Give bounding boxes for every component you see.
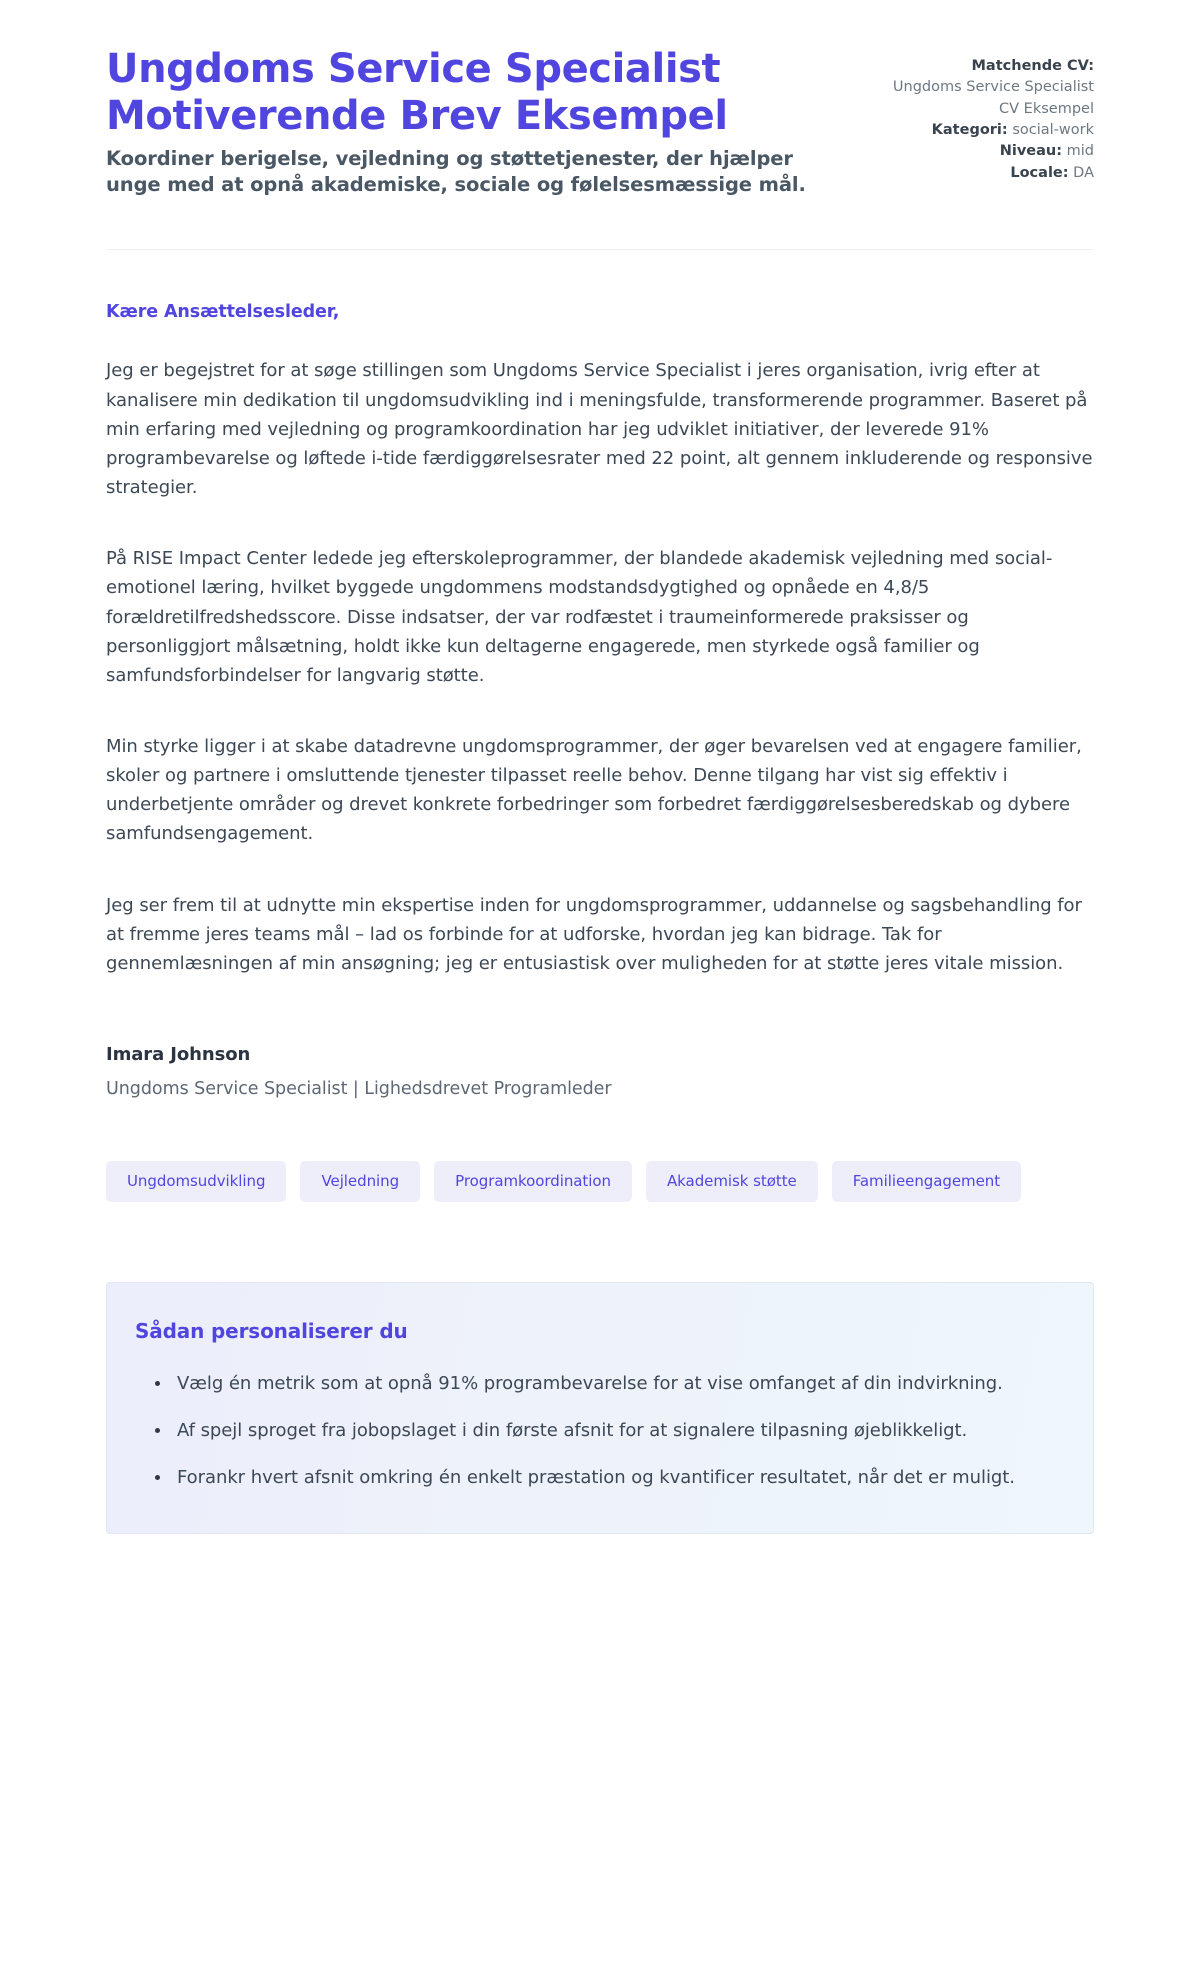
locale-value: DA	[1073, 164, 1094, 181]
tips-panel-title: Sådan personaliserer du	[135, 1319, 408, 1344]
category-value: social-work	[1012, 121, 1094, 138]
tag-chip[interactable]: Ungdomsudvikling	[106, 1161, 286, 1202]
matching-cv-value: Ungdoms Service Specialist CV Eksempel	[892, 79, 1094, 117]
category-label: Kategori:	[931, 121, 1008, 138]
tips-list-item: Af spejl sproget fra jobopslaget i din første afsnit for at signalere tilpasning øjeblikkeligt.	[163, 1416, 1053, 1445]
tips-list-item: Vælg én metrik som at opnå 91% programbevarelse for at vise omfanget af din indvirkning.	[163, 1369, 1053, 1398]
signature-block	[106, 1044, 1094, 1099]
tag-chip[interactable]: Familieengagement	[832, 1161, 1021, 1202]
category-row	[879, 120, 1094, 141]
locale-label: Locale:	[1010, 164, 1069, 181]
page-subtitle: Koordiner berigelse, vejledning og støttetjenester, der hjælper unge med at opnå akademiske, sociale og følelsesmæssige mål.	[106, 146, 806, 196]
locale-row	[879, 163, 1094, 184]
matching-cv-row	[879, 56, 1094, 77]
metadata-block	[879, 46, 1094, 184]
level-row	[879, 141, 1094, 162]
matching-cv-label: Matchende CV:	[971, 58, 1094, 74]
cover-letter-body	[106, 250, 1094, 1099]
tag-chip[interactable]: Akademisk støtte	[646, 1161, 818, 1202]
level-value: mid	[1066, 143, 1094, 160]
level-label: Niveau:	[999, 143, 1063, 160]
tag-chip[interactable]: Vejledning	[300, 1161, 420, 1202]
tips-list	[135, 1369, 1053, 1492]
header-title-block	[106, 46, 839, 197]
personalization-tips-panel	[106, 1282, 1094, 1533]
tag-chip[interactable]: Programkoordination	[434, 1161, 632, 1202]
letter-paragraph-1: Jeg er begejstret for at søge stillingen som Ungdoms Service Specialist i jeres organisation, ivrig efter at kanalisere min dedikation til ungdomsudvikling ind i meningsfulde, transformerende programmer. Baseret på min erfaring med vejledning og programkoordination har jeg udviklet initiativer, der leverede 91% programbevarelse og løftede i-tide færdiggørelsesrater med 22 point, alt gennem inkluderende og responsive strategier.	[106, 360, 1093, 499]
page-title: Ungdoms Service Specialist Motiverende Brev Eksempel	[106, 46, 728, 139]
signature-name: Imara Johnson	[106, 1044, 251, 1066]
signature-role: Ungdoms Service Specialist | Lighedsdrevet Programleder	[106, 1079, 612, 1100]
tag-chip-list	[106, 1161, 1094, 1202]
tips-list-item: Forankr hvert afsnit omkring én enkelt præstation og kvantificer resultatet, når det er muligt.	[163, 1463, 1053, 1492]
letter-paragraph-4: Jeg ser frem til at udnytte min ekspertise inden for ungdomsprogrammer, uddannelse og sagsbehandling for at fremme jeres teams mål – lad os forbinde for at udforske, hvordan jeg kan bidrage. Tak for gennemlæsningen af min ansøgning; jeg er entusiastisk over muligheden for at støtte jeres vitale mission.	[106, 894, 1082, 974]
letter-paragraph-2: På RISE Impact Center ledede jeg efterskoleprogrammer, der blandede akademisk vejledning med social-emotionel læring, hvilket byggede ungdommens modstandsdygtighed og opnåede en 4,8/5 forældretilfredshedsscore. Disse indsatser, der var rodfæstet i traumeinformerede praksisser og personliggjort målsætning, holdt ikke kun deltagerne engagerede, men styrkede også familier og samfundsforbindelser for langvarig støtte.	[106, 548, 1053, 686]
document-header	[106, 46, 1094, 197]
letter-paragraph-3: Min styrke ligger i at skabe datadrevne ungdomsprogrammer, der øger bevarelsen ved at engagere familier, skoler og partnere i omsluttende tjenester tilpasset reelle behov. Denne tilgang har vist sig effektiv i underbetjente områder og drevet konkrete forbedringer som forbedret færdiggørelsesberedskab og dybere samfundsengagement.	[106, 736, 1082, 845]
salutation: Kære Ansættelsesleder,	[106, 302, 340, 323]
